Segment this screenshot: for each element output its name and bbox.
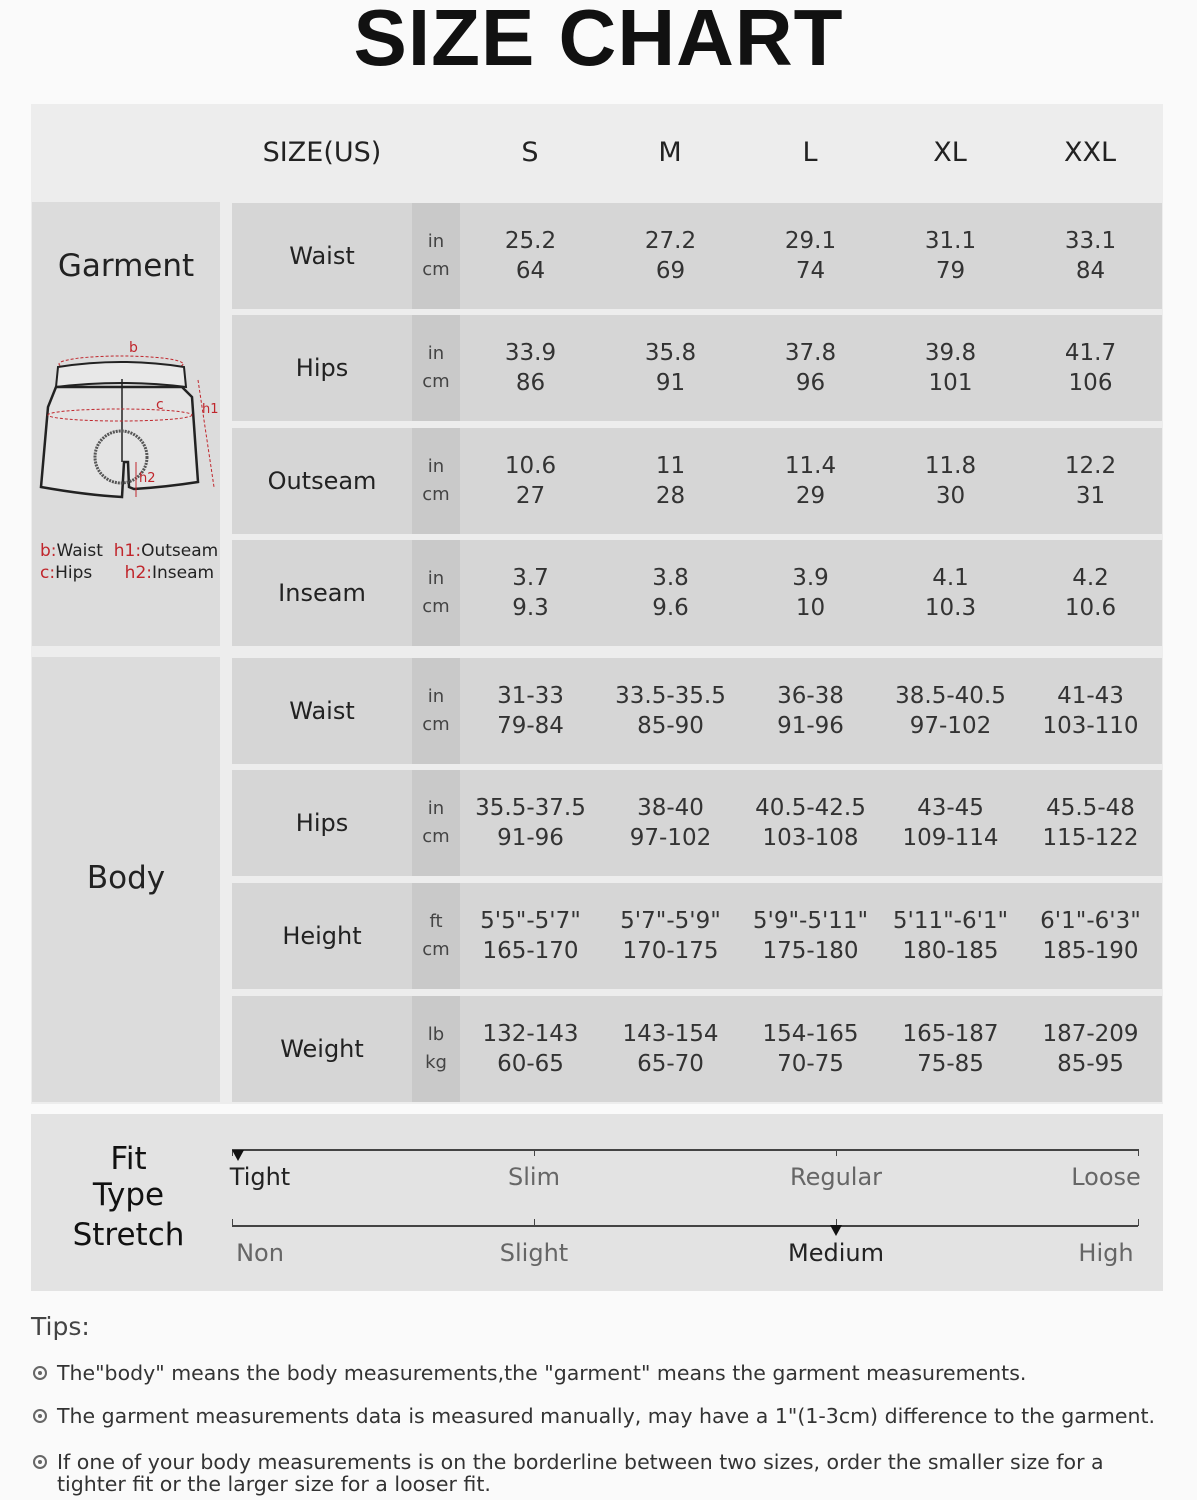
cell-value: 103-110: [1042, 713, 1139, 739]
bullet-icon: [33, 1455, 47, 1469]
unit-label: in: [427, 456, 445, 477]
row-label: Outseam: [267, 467, 377, 495]
table-cell-xxl: [1020, 203, 1161, 309]
cell-value: 86: [515, 370, 546, 396]
table-cell-m: [600, 658, 741, 764]
table-cell-m: [600, 883, 741, 989]
cell-value: 5'9"-5'11": [752, 908, 869, 934]
scale-tick: [836, 1149, 837, 1156]
unit-label: ft: [429, 911, 443, 932]
cell-value: 6'1"-6'3": [1040, 908, 1141, 934]
cell-value: 31: [1075, 483, 1106, 509]
cell-value: 97-102: [629, 825, 712, 851]
table-cell-xl: [880, 996, 1021, 1102]
cell-value: 64: [515, 258, 546, 284]
table-row-body-hips: [232, 770, 1162, 876]
unit-label: cm: [422, 939, 450, 960]
unit-label: kg: [425, 1052, 447, 1073]
bullet-icon: [33, 1409, 47, 1423]
cell-value: 29: [795, 483, 826, 509]
table-cell-l: [740, 770, 881, 876]
legend-inseam: Inseam: [152, 563, 215, 583]
scale-option-high: High: [1078, 1239, 1134, 1267]
size-header-xl: XL: [933, 136, 967, 168]
table-cell-xl: [880, 203, 1021, 309]
tip-text: If one of your body measurements is on the borderline between two sizes, order the smaller size for a tighter fit or the larger size for a looser fit.: [57, 1450, 1104, 1496]
cell-value: 27.2: [644, 228, 697, 254]
unit-column: [412, 996, 460, 1102]
cell-value: 101: [928, 370, 973, 396]
tip-item: [33, 1362, 1163, 1384]
cell-value: 9.3: [512, 595, 549, 621]
scale-label-fit-type: Fit Type: [92, 1141, 165, 1213]
scale-tick: [534, 1219, 535, 1226]
cell-value: 91-96: [777, 713, 844, 739]
table-cell-s: [460, 996, 601, 1102]
cell-value: 106: [1068, 370, 1113, 396]
table-cell-xl: [880, 883, 1021, 989]
cell-value: 170-175: [622, 938, 719, 964]
unit-column: [412, 315, 460, 421]
table-row-body-weight: [232, 996, 1162, 1102]
unit-column: [412, 658, 460, 764]
cell-value: 143-154: [622, 1021, 719, 1047]
cell-value: 28: [655, 483, 686, 509]
cell-value: 29.1: [784, 228, 837, 254]
unit-column: [412, 770, 460, 876]
cell-value: 115-122: [1042, 825, 1139, 851]
scale-option-loose: Loose: [1071, 1163, 1141, 1191]
body-group: [32, 657, 220, 1102]
cell-value: 79-84: [497, 713, 564, 739]
cell-value: 33.5-35.5: [615, 683, 726, 709]
table-row-body-waist: [232, 658, 1162, 764]
cell-value: 10.3: [924, 595, 977, 621]
table-cell-l: [740, 428, 881, 534]
unit-column: [412, 203, 460, 309]
table-cell-xxl: [1020, 540, 1161, 646]
cell-value: 96: [795, 370, 826, 396]
table-cell-l: [740, 658, 881, 764]
scale-tick: [1138, 1149, 1139, 1156]
table-row-garment-inseam: [232, 540, 1162, 646]
table-cell-xl: [880, 770, 1021, 876]
table-row-garment-hips: [232, 315, 1162, 421]
cell-value: 165-187: [902, 1021, 999, 1047]
cell-value: 5'11"-6'1": [892, 908, 1009, 934]
cell-value: 38.5-40.5: [895, 683, 1006, 709]
scale-option-tight: Tight: [229, 1163, 291, 1191]
unit-column: [412, 540, 460, 646]
cell-value: 103-108: [762, 825, 859, 851]
cell-value: 132-143: [482, 1021, 579, 1047]
tip-text: The garment measurements data is measured manually, may have a 1"(1-3cm) difference to the garment.: [57, 1404, 1156, 1428]
cell-value: 97-102: [909, 713, 992, 739]
table-cell-s: [460, 315, 601, 421]
scale-tick: [232, 1219, 233, 1226]
cell-value: 35.5-37.5: [475, 795, 586, 821]
row-label: Height: [282, 922, 362, 950]
cell-value: 31-33: [497, 683, 564, 709]
legend-key-b: b:: [40, 541, 57, 561]
cell-value: 11: [655, 453, 686, 479]
cell-value: 185-190: [1042, 938, 1139, 964]
cell-value: 41-43: [1057, 683, 1124, 709]
page-title: SIZE CHART: [353, 0, 844, 82]
cell-value: 12.2: [1064, 453, 1117, 479]
scale-option-medium: Medium: [788, 1239, 884, 1267]
row-label: Hips: [295, 354, 349, 382]
table-cell-xxl: [1020, 658, 1161, 764]
cell-value: 91: [655, 370, 686, 396]
cell-value: 85-95: [1057, 1051, 1124, 1077]
table-cell-xxl: [1020, 428, 1161, 534]
cell-value: 187-209: [1042, 1021, 1139, 1047]
table-cell-xxl: [1020, 770, 1161, 876]
scale-label-stretch: Stretch: [72, 1217, 185, 1253]
scale-tick: [1138, 1219, 1139, 1226]
cell-value: 9.6: [652, 595, 689, 621]
unit-label: in: [427, 343, 445, 364]
cell-value: 91-96: [497, 825, 564, 851]
table-cell-s: [460, 770, 601, 876]
table-cell-m: [600, 203, 741, 309]
cell-value: 41.7: [1064, 340, 1117, 366]
cell-value: 4.1: [932, 565, 969, 591]
cell-value: 33.1: [1064, 228, 1117, 254]
cell-value: 60-65: [497, 1051, 564, 1077]
table-cell-xl: [880, 540, 1021, 646]
table-cell-l: [740, 203, 881, 309]
cell-value: 25.2: [504, 228, 557, 254]
row-label: Hips: [295, 809, 349, 837]
table-row-body-height: [232, 883, 1162, 989]
group-label-garment: Garment: [57, 248, 195, 284]
cell-value: 39.8: [924, 340, 977, 366]
cell-value: 84: [1075, 258, 1106, 284]
unit-column: [412, 428, 460, 534]
cell-value: 175-180: [762, 938, 859, 964]
table-cell-s: [460, 883, 601, 989]
unit-label: in: [427, 231, 445, 252]
cell-value: 10: [795, 595, 826, 621]
cell-value: 154-165: [762, 1021, 859, 1047]
selected-marker-icon: [232, 1150, 244, 1161]
shorts-diagram: [36, 337, 220, 502]
unit-label: cm: [422, 484, 450, 505]
bullet-icon: [33, 1366, 47, 1380]
table-cell-m: [600, 996, 741, 1102]
legend-outseam: Outseam: [141, 541, 219, 561]
unit-label: in: [427, 568, 445, 589]
selected-marker-icon: [830, 1225, 842, 1236]
cell-value: 11.8: [924, 453, 977, 479]
table-cell-xl: [880, 428, 1021, 534]
cell-value: 5'7"-5'9": [620, 908, 721, 934]
table-cell-l: [740, 315, 881, 421]
cell-value: 74: [795, 258, 826, 284]
row-label: Waist: [289, 697, 355, 725]
cell-value: 43-45: [917, 795, 984, 821]
cell-value: 38-40: [637, 795, 704, 821]
cell-value: 3.9: [792, 565, 829, 591]
cell-value: 10.6: [1064, 595, 1117, 621]
legend-key-c: c:: [40, 563, 56, 583]
unit-label: lb: [427, 1024, 445, 1045]
unit-label: in: [427, 686, 445, 707]
unit-label: in: [427, 798, 445, 819]
unit-label: cm: [422, 826, 450, 847]
cell-value: 31.1: [924, 228, 977, 254]
diagram-mark-h2: h2: [139, 471, 156, 486]
table-cell-xl: [880, 658, 1021, 764]
table-cell-m: [600, 315, 741, 421]
cell-value: 69: [655, 258, 686, 284]
cell-value: 3.7: [512, 565, 549, 591]
legend-key-h2: h2:: [124, 563, 152, 583]
size-header-xxl: XXL: [1063, 136, 1117, 168]
legend-waist: Waist: [56, 541, 103, 561]
table-cell-s: [460, 540, 601, 646]
cell-value: 10.6: [504, 453, 557, 479]
cell-value: 85-90: [637, 713, 704, 739]
size-header-l: L: [802, 136, 818, 168]
cell-value: 109-114: [902, 825, 999, 851]
table-cell-xl: [880, 315, 1021, 421]
table-row-garment-waist: [232, 203, 1162, 309]
fit-stretch-section: [31, 1114, 1163, 1291]
table-cell-l: [740, 996, 881, 1102]
table-cell-xxl: [1020, 315, 1161, 421]
size-header-label: SIZE(US): [262, 136, 382, 168]
cell-value: 40.5-42.5: [755, 795, 866, 821]
table-row-garment-outseam: [232, 428, 1162, 534]
cell-value: 33.9: [504, 340, 557, 366]
table-cell-xxl: [1020, 996, 1161, 1102]
group-label-body: Body: [86, 860, 166, 896]
scale-option-slim: Slim: [508, 1163, 560, 1191]
scale-option-slight: Slight: [499, 1239, 569, 1267]
cell-value: 79: [935, 258, 966, 284]
scale-tick: [534, 1149, 535, 1156]
cell-value: 36-38: [777, 683, 844, 709]
unit-column: [412, 883, 460, 989]
cell-value: 37.8: [784, 340, 837, 366]
scale-line: [232, 1225, 1138, 1227]
unit-label: cm: [422, 714, 450, 735]
table-cell-l: [740, 883, 881, 989]
legend-key-h1: h1:: [113, 541, 142, 561]
cell-value: 45.5-48: [1046, 795, 1135, 821]
size-header-s: S: [521, 136, 539, 168]
table-cell-m: [600, 770, 741, 876]
diagram-legend-row-1: [40, 541, 218, 561]
scale-option-non: Non: [236, 1239, 284, 1267]
table-cell-s: [460, 658, 601, 764]
legend-hips: Hips: [55, 563, 93, 583]
scale-option-regular: Regular: [789, 1163, 883, 1191]
size-header-m: M: [658, 136, 682, 168]
cell-value: 65-70: [637, 1051, 704, 1077]
unit-label: cm: [422, 371, 450, 392]
diagram-legend-row-2: [40, 563, 214, 583]
table-cell-s: [460, 203, 601, 309]
unit-label: cm: [422, 596, 450, 617]
cell-value: 165-170: [482, 938, 579, 964]
cell-value: 70-75: [777, 1051, 844, 1077]
row-label: Weight: [280, 1035, 364, 1063]
row-label: Waist: [289, 242, 355, 270]
cell-value: 11.4: [784, 453, 837, 479]
table-cell-m: [600, 428, 741, 534]
table-cell-xxl: [1020, 883, 1161, 989]
tip-item: [33, 1451, 1163, 1495]
cell-value: 4.2: [1072, 565, 1109, 591]
table-cell-l: [740, 540, 881, 646]
unit-label: cm: [422, 259, 450, 280]
cell-value: 75-85: [917, 1051, 984, 1077]
scale-line: [232, 1149, 1138, 1151]
tip-text: The"body" means the body measurements,the "garment" means the garment measurements.: [57, 1361, 1027, 1385]
diagram-mark-c: c: [156, 397, 164, 413]
cell-value: 35.8: [644, 340, 697, 366]
cell-value: 30: [935, 483, 966, 509]
diagram-mark-h1: h1: [202, 402, 219, 417]
cell-value: 5'5"-5'7": [480, 908, 581, 934]
cell-value: 180-185: [902, 938, 999, 964]
tips-heading: Tips:: [31, 1312, 90, 1341]
tip-item: [33, 1405, 1163, 1427]
table-cell-s: [460, 428, 601, 534]
cell-value: 27: [515, 483, 546, 509]
diagram-mark-b: b: [129, 340, 138, 356]
table-cell-m: [600, 540, 741, 646]
cell-value: 3.8: [652, 565, 689, 591]
row-label: Inseam: [278, 579, 366, 607]
